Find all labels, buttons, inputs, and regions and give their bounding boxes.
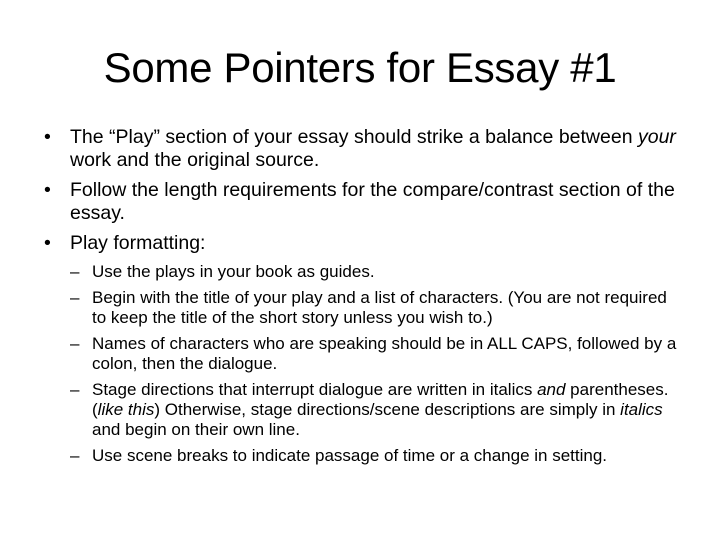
- sub-bullet-item: [70, 288, 684, 328]
- sub-bullet-item: [70, 334, 684, 374]
- bullet-text-part: work and the original source.: [70, 149, 320, 171]
- bullet-item-length-requirements: [44, 179, 684, 225]
- bullet-item-play-formatting: [44, 232, 684, 466]
- sub-bullet-emphasis: and: [537, 380, 566, 399]
- bullet-text: Play formatting:: [70, 232, 206, 254]
- dash-glyph: –: [70, 380, 80, 399]
- bullet-glyph: •: [44, 126, 51, 148]
- bullet-text-emphasis: your: [637, 126, 676, 148]
- dash-glyph: –: [70, 446, 80, 465]
- dash-glyph: –: [70, 288, 80, 307]
- dash-glyph: –: [70, 262, 80, 281]
- slide-body: [44, 126, 684, 473]
- sub-bullet-item: [70, 262, 684, 282]
- sub-bullet-text: Use scene breaks to indicate passage of time or a change in setting.: [92, 446, 608, 465]
- sub-bullet-emphasis: italics: [620, 400, 663, 419]
- sub-bullet-text-part: Stage directions that interrupt dialogue are written in italics: [92, 380, 538, 399]
- sub-bullet-list: [70, 262, 684, 466]
- sub-bullet-item: [70, 446, 684, 466]
- slide-title: Some Pointers for Essay #1: [103, 44, 617, 91]
- sub-bullet-text-part: parentheses. (: [92, 380, 669, 419]
- bullet-text-part: The “Play” section of your essay should strike a balance between: [70, 126, 638, 148]
- bullet-text: Follow the length requirements for the compare/contrast section of the essay.: [70, 179, 675, 224]
- dash-glyph: –: [70, 334, 80, 353]
- sub-bullet-text: Begin with the title of your play and a list of characters. (You are not required to keep the title of the short story unless you wish to.): [92, 288, 667, 327]
- sub-bullet-text-part: and begin on their own line.: [92, 420, 300, 439]
- bullet-item-play-section: [44, 126, 684, 172]
- sub-bullet-text: Names of characters who are speaking should be in ALL CAPS, followed by a colon, then the dialogue.: [92, 334, 677, 373]
- sub-bullet-item: [70, 380, 684, 440]
- sub-bullet-text-part: ) Otherwise, stage directions/scene descriptions are simply in: [154, 400, 621, 419]
- bullet-glyph: •: [44, 179, 51, 201]
- sub-bullet-emphasis: like this: [97, 400, 155, 419]
- sub-bullet-text: Use the plays in your book as guides.: [92, 262, 375, 281]
- bullet-glyph: •: [44, 232, 51, 254]
- bullet-list: [44, 126, 684, 466]
